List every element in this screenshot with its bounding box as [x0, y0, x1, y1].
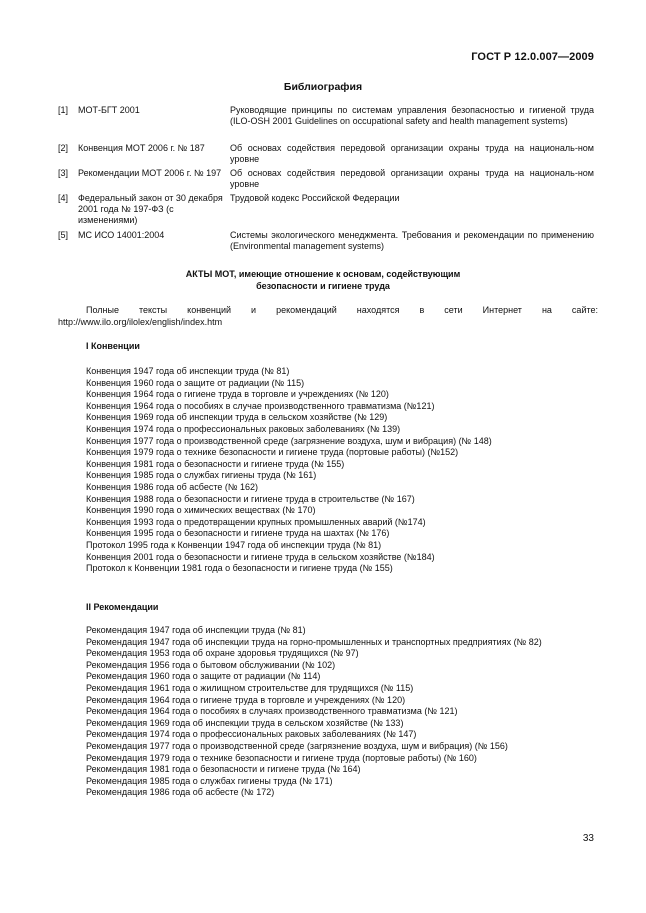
intro-text: Полные тексты конвенций и рекомендаций находятся в сети Интернет на сайте:	[86, 305, 598, 315]
entry-number: [4]	[58, 193, 69, 203]
list-item: Рекомендация 1986 года об асбесте (№ 172)	[86, 787, 275, 798]
entry-number: [5]	[58, 230, 69, 240]
list-item: Конвенция 1969 года об инспекции труда в сельском хозяйстве (№ 129)	[86, 412, 388, 423]
list-item: Рекомендация 1961 года о жилищном строительстве для трудящихся (№ 115)	[86, 682, 414, 693]
list-item: Конвенция 1986 года об асбесте (№ 162)	[86, 481, 259, 492]
standard-number: ГОСТ Р 12.0.007—2009	[471, 51, 594, 63]
list-item: Рекомендация 1969 года об инспекции труда в сельском хозяйстве (№ 133)	[86, 717, 404, 728]
entry-reference: Федеральный закон от 30 декабря 2001 года № 197-ФЗ (с изменениями)	[78, 193, 223, 225]
list-item: Конвенция 1988 года о безопасности и гигиене труда в строительстве (№ 167)	[86, 493, 415, 504]
list-item: Конвенция 1993 года о предотвращении крупных промышленных аварий (№174)	[86, 516, 426, 527]
acts-title-line: АКТЫ МОТ, имеющие отношение к основам, содействующим	[185, 269, 461, 279]
entry-description: Об основах содействия передовой организации охраны труда на националь-ном уровне	[230, 168, 594, 189]
entry-reference: Конвенция МОТ 2006 г. № 187	[78, 143, 205, 153]
entry-description: Руководящие принципы по системам управления безопасностью и гигиеной труда (ILO-OSH 2001 Guidelines on occupational safety and health management systems)	[230, 105, 594, 126]
entry-reference: Рекомендации МОТ 2006 г. № 197	[78, 168, 222, 178]
list-item: Конвенция 2001 года о безопасности и гигиене труда в сельском хозяйстве (№184)	[86, 551, 435, 562]
list-item: Конвенция 1995 года о безопасности и гигиене труда на шахтах (№ 176)	[86, 528, 390, 539]
conventions-heading: I Конвенции	[86, 341, 140, 351]
list-item: Конвенция 1979 года о технике безопасности и гигиене труда (портовые работы) (№152)	[86, 447, 459, 458]
entry-number: [3]	[58, 168, 69, 178]
entry-reference: МС ИСО 14001:2004	[78, 230, 165, 240]
list-item: Рекомендация 1956 года о бытовом обслуживании (№ 102)	[86, 659, 336, 670]
list-item: Рекомендация 1981 года о безопасности и гигиене труда (№ 164)	[86, 764, 361, 775]
list-item: Рекомендация 1979 года о технике безопасности и гигиене труда (портовые работы) (№ 160)	[86, 752, 477, 763]
entry-number: [1]	[58, 105, 69, 115]
bibliography-title: Библиография	[283, 81, 363, 93]
list-item: Конвенция 1974 года о профессиональных раковых заболеваниях (№ 139)	[86, 423, 401, 434]
list-item: Конвенция 1947 года об инспекции труда (№ 81)	[86, 366, 290, 376]
list-item: Рекомендация 1960 года о защите от радиации (№ 114)	[86, 671, 321, 682]
list-item: Конвенция 1990 года о химических веществах (№ 170)	[86, 505, 316, 516]
list-item: Рекомендация 1964 года о гигиене труда в торговле и учреждениях (№ 120)	[86, 694, 406, 705]
acts-title-line: безопасности и гигиене труда	[256, 281, 390, 291]
entry-number: [2]	[58, 143, 69, 153]
list-item: Конвенция 1985 года о службах гигиены труда (№ 161)	[86, 470, 317, 481]
conventions-list	[58, 366, 598, 575]
entry-description: Трудовой кодекс Российской Федерации	[230, 193, 400, 203]
list-item: Рекомендация 1947 года об инспекции труда на горно-промышленных и транспортных предприятиях (№ 82)	[86, 636, 542, 647]
entry-description: Об основах содействия передовой организации охраны труда на националь-ном уровне	[230, 143, 594, 164]
recommendations-list	[58, 625, 598, 799]
list-item: Рекомендация 1974 года о профессиональных раковых заболеваниях (№ 147)	[86, 729, 417, 740]
list-item: Рекомендация 1985 года о службах гигиены труда (№ 171)	[86, 775, 333, 786]
list-item: Конвенция 1964 года о пособиях в случае производственного травматизма (№121)	[86, 400, 435, 411]
list-item: Конвенция 1977 года о производственной среде (загрязнение воздуха, шум и вибрация) (№ 148)	[86, 435, 492, 446]
acts-title	[0, 268, 646, 292]
page-number: 33	[582, 833, 594, 844]
entry-description: Системы экологического менеджмента. Требования и рекомендации по применению (Environmental management systems)	[230, 230, 594, 251]
list-item: Рекомендация 1964 года о пособиях в случаях производственного травматизма (№ 121)	[86, 706, 458, 717]
list-item: Протокол 1995 года к Конвенции 1947 года об инспекции труда (№ 81)	[86, 539, 382, 550]
entry-reference: МОТ-БГТ 2001	[78, 105, 140, 115]
recommendations-heading: II Рекомендации	[86, 602, 159, 612]
list-item: Протокол к Конвенции 1981 года о безопасности и гигиене труда (№ 155)	[86, 563, 393, 574]
list-item: Рекомендация 1953 года об охране здоровья трудящихся (№ 97)	[86, 648, 359, 659]
list-item: Конвенция 1981 года о безопасности и гигиене труда (№ 155)	[86, 458, 345, 469]
list-item: Рекомендация 1947 года об инспекции труда (№ 81)	[86, 625, 306, 635]
list-item: Конвенция 1960 года о защите от радиации (№ 115)	[86, 377, 305, 388]
list-item: Конвенция 1964 года о гигиене труда в торговле и учреждениях (№ 120)	[86, 389, 389, 400]
list-item: Рекомендация 1977 года о производственной среде (загрязнение воздуха, шум и вибрация) (№ 156)	[86, 740, 508, 751]
intro-paragraph	[58, 304, 598, 328]
intro-link[interactable]: http://www.ilo.org/ilolex/english/index.htm	[58, 317, 223, 327]
